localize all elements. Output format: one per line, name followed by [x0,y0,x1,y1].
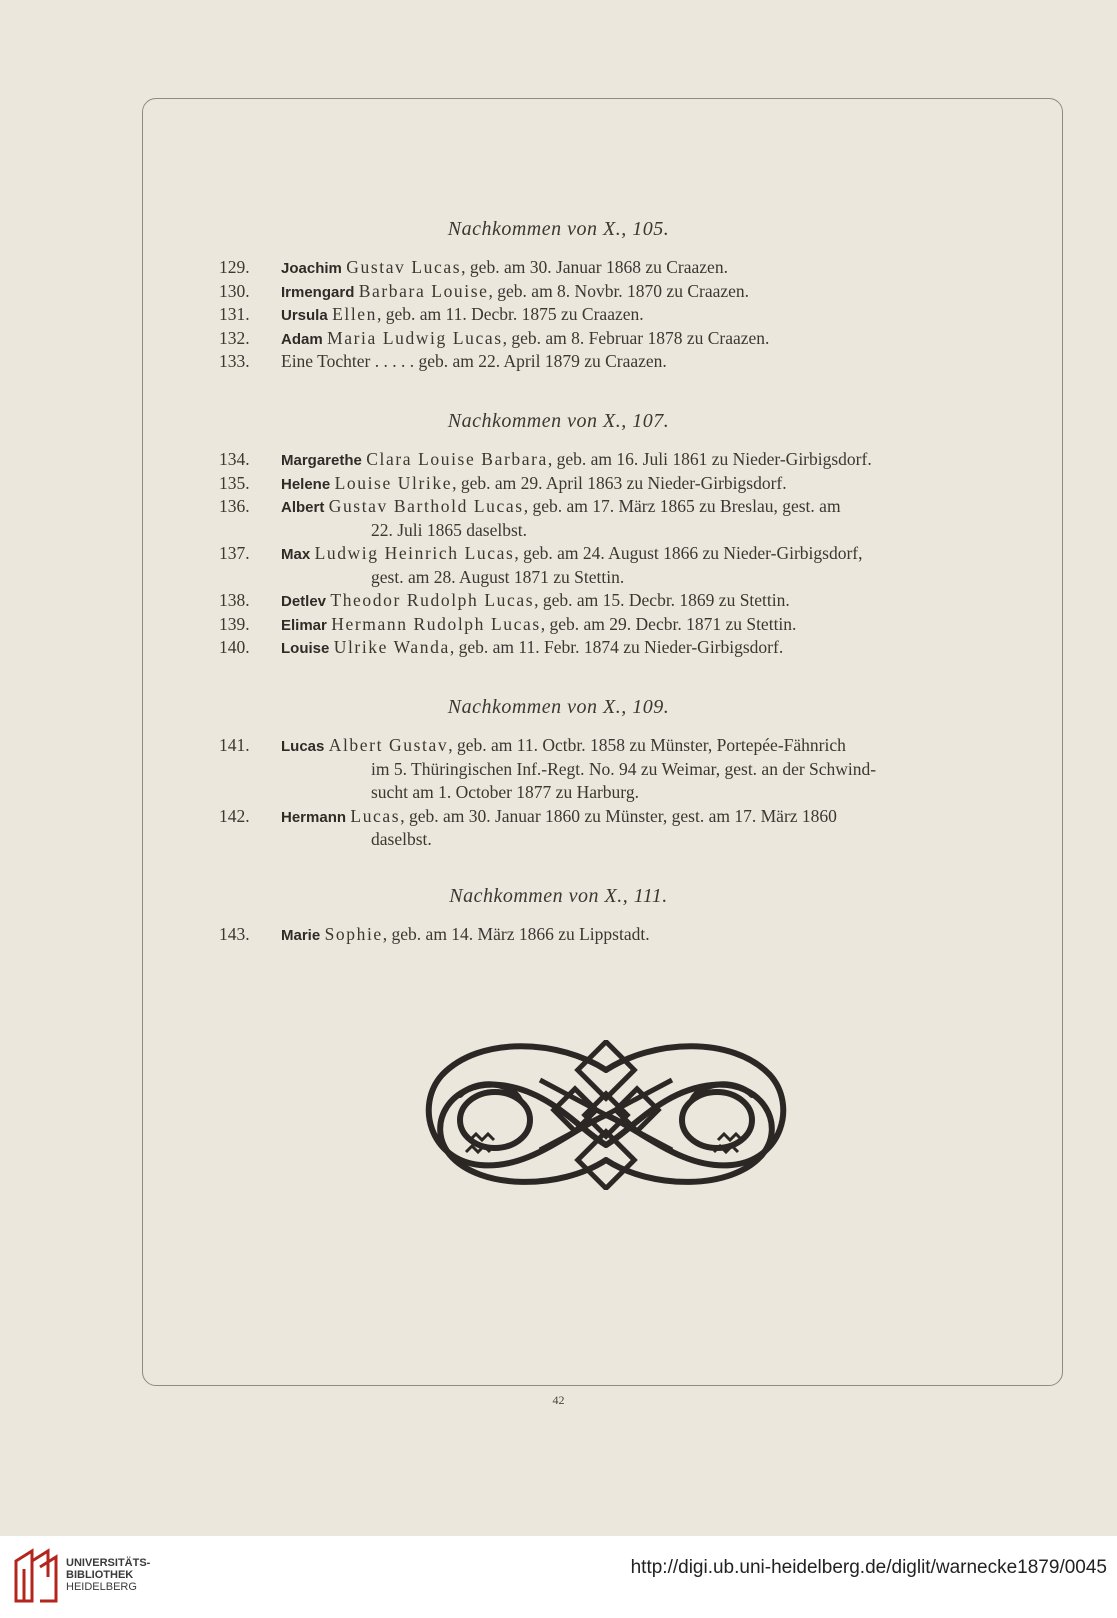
entry-text: , geb. am 17. März 1865 zu Breslau, gest. am [523,496,841,516]
entry-number: 139. [219,613,250,634]
library-name-line2: BIBLIOTHEK [66,1569,134,1581]
entry-text-line [371,781,993,805]
entry-text-line [281,280,993,305]
page-number: 42 [552,1393,565,1407]
first-name: Elimar [281,616,327,634]
first-name: Louise [281,640,330,657]
spaced-name: Maria Ludwig Lucas [327,327,503,348]
entry-text-line [281,327,993,352]
genealogy-entry [0,472,1117,496]
first-name: Adam [281,330,323,348]
first-name: Margarethe [281,452,362,469]
entry-number: 140. [219,637,250,657]
entry-list [0,448,1117,660]
library-name[interactable] [66,1557,150,1593]
entry-text: , geb. am 8. Novbr. 1870 zu Craazen. [488,280,750,301]
entry-text: , geb. am 14. März 1866 zu Lippstadt. [382,924,650,944]
spaced-name: Gustav Lucas [346,257,462,277]
entry-text-line [281,636,993,661]
genealogy-entry [0,542,1117,589]
spaced-name: Barbara Louise [358,280,489,301]
spaced-name: Louise Ulrike [334,472,453,493]
library-name-line3: HEIDELBERG [66,1581,137,1593]
library-logo-icon[interactable] [12,1547,60,1605]
entry-text: , geb. am 30. Januar 1860 zu Münster, gest. am 17. März 1860 [400,805,837,826]
library-footer [0,1536,1117,1618]
library-name-line1: UNIVERSITÄTS- [66,1557,151,1569]
entry-text: 22. Juli 1865 daselbst. [371,519,528,540]
genealogy-entry [0,303,1117,327]
entry-text: sucht am 1. October 1877 zu Harburg. [371,782,639,802]
entry-number: 131. [219,304,250,324]
entry-text-line [281,495,993,520]
spaced-name: Sophie [324,924,383,944]
entry-text-line [281,303,993,328]
genealogy-entry [0,613,1117,637]
entry-text: , geb. am 29. Decbr. 1871 zu Stettin. [540,613,797,634]
section-heading: Nachkommen von X., 105. [447,218,670,240]
spaced-name: Clara Louise Barbara [366,449,548,469]
entry-text-line [281,472,993,497]
genealogy-entry [0,350,1117,374]
first-name: Max [281,546,311,563]
entry-text: , geb. am 30. Januar 1868 zu Craazen. [461,257,728,277]
entry-list [0,256,1117,374]
entry-text-line [281,805,993,830]
first-name: Helene [281,475,331,493]
entry-text: , geb. am 11. Febr. 1874 zu Nieder-Girbigsdorf. [449,637,784,657]
entry-text: daselbst. [371,829,432,849]
entry-text-line [281,734,993,759]
entry-number: 130. [219,280,250,301]
spaced-name: Lucas [350,805,401,826]
entry-text-line [281,256,993,281]
entry-text: , geb. am 15. Decbr. 1869 zu Stettin. [534,590,790,610]
entry-text-line [371,519,993,543]
first-name: Hermann [281,808,347,826]
entry-text-line [281,589,993,614]
first-name: Lucas [281,738,325,755]
genealogy-entry [0,448,1117,472]
genealogy-entry [0,734,1117,805]
entry-text-line [281,542,993,567]
entry-list [0,734,1117,852]
genealogy-entry [0,805,1117,852]
entry-number: 143. [219,924,250,944]
entry-number: 142. [219,805,250,826]
knotwork-ornament [420,1040,792,1190]
entry-number: 136. [219,496,250,516]
entry-text: gest. am 28. August 1871 zu Stettin. [371,566,625,587]
first-name: Albert [281,499,325,516]
spaced-name: Ellen [332,304,377,324]
entry-text: , geb. am 16. Juli 1861 zu Nieder-Girbigsdorf. [547,449,872,469]
spaced-name: Gustav Barthold Lucas [328,496,524,516]
entry-text: , geb. am 24. August 1866 zu Nieder-Girbigsdorf, [514,543,863,563]
spaced-name: Ludwig Heinrich Lucas [314,543,515,563]
spaced-name: Ulrike Wanda [333,637,450,657]
entry-text: , geb. am 8. Februar 1878 zu Craazen. [502,327,770,348]
entry-text-line [281,448,993,473]
entry-text: im 5. Thüringischen Inf.-Regt. No. 94 zu Weimar, gest. an der Schwind- [371,758,877,779]
entry-text: , geb. am 11. Decbr. 1875 zu Craazen. [377,304,644,324]
genealogy-entry [0,636,1117,660]
entry-list [0,923,1117,947]
entry-number: 137. [219,543,250,563]
entry-number: 134. [219,449,250,469]
entry-text: Eine Tochter . . . . . geb. am 22. April 1879 zu Craazen. [281,351,667,371]
genealogy-entry [0,589,1117,613]
first-name: Detlev [281,593,327,610]
section-heading: Nachkommen von X., 107. [447,410,670,432]
genealogy-entry [0,327,1117,351]
entry-number: 138. [219,590,250,610]
entry-number: 141. [219,735,250,755]
section-heading: Nachkommen von X., 111. [449,885,668,907]
genealogy-entry [0,256,1117,280]
entry-text: , geb. am 29. April 1863 zu Nieder-Girbigsdorf. [452,472,787,493]
first-name: Marie [281,927,321,944]
entry-text-line [371,828,993,852]
first-name: Ursula [281,307,328,324]
entry-text-line [371,566,993,590]
first-name: Joachim [281,260,342,277]
entry-number: 135. [219,472,250,493]
spaced-name: Hermann Rudolph Lucas [331,613,541,634]
entry-text-line [371,758,993,782]
entry-number: 129. [219,257,250,277]
entry-text-line [281,923,993,948]
entry-number: 133. [219,351,250,371]
entry-text-line [281,350,993,374]
genealogy-entry [0,495,1117,542]
section-heading: Nachkommen von X., 109. [447,696,670,718]
spaced-name: Theodor Rudolph Lucas [330,590,535,610]
genealogy-entry [0,923,1117,947]
spaced-name: Albert Gustav [328,735,449,755]
first-name: Irmengard [281,283,355,301]
entry-number: 132. [219,327,250,348]
entry-text-line [281,613,993,638]
entry-text: , geb. am 11. Octbr. 1858 zu Münster, Portepée-Fähnrich [448,735,846,755]
document-url-link[interactable]: http://digi.ub.uni-heidelberg.de/diglit/warnecke1879/0045 [630,1557,1107,1578]
genealogy-entry [0,280,1117,304]
